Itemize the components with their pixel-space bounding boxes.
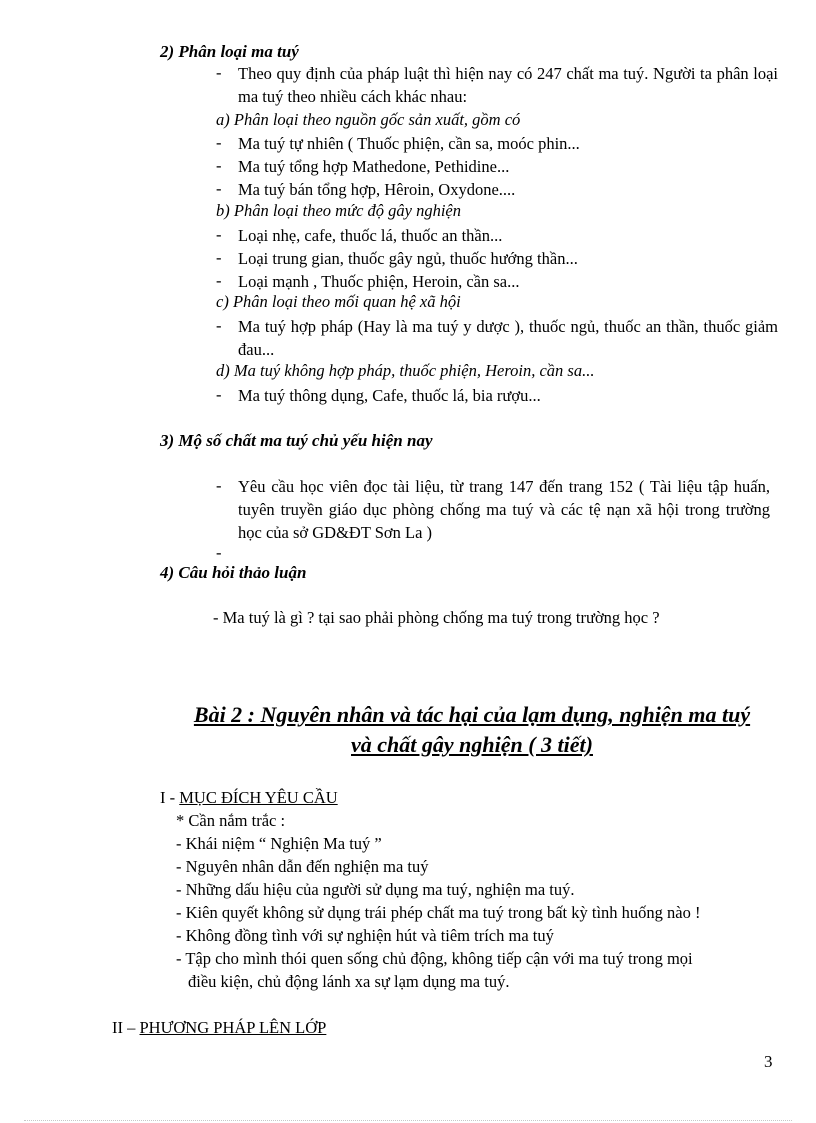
bullet-dash: -: [216, 225, 222, 244]
part-1-title: MỤC ĐÍCH YÊU CẦU: [179, 788, 338, 807]
list-item: Loại nhẹ, cafe, thuốc lá, thuốc an thần...: [238, 226, 503, 245]
list-item: Ma tuý tổng hợp Mathedone, Pethidine...: [238, 157, 510, 176]
list-item: Ma tuý hợp pháp (Hay là ma tuý y dược ), thuốc ngủ, thuốc an thần, thuốc giảm đau...: [238, 317, 778, 359]
page-bottom-border: [24, 1120, 792, 1121]
bullet-dash: -: [216, 385, 222, 404]
subsection-d-heading: d) Ma tuý không hợp pháp, thuốc phiện, Heroin, cần sa...: [216, 361, 595, 380]
part-2-prefix: II –: [112, 1018, 140, 1037]
part-1-subheading: * Cần nắm trắc :: [176, 811, 286, 830]
list-item: - Nguyên nhân dẫn đến nghiện ma tuý: [176, 857, 429, 876]
section-2-heading: 2) Phân loại ma tuý: [160, 42, 299, 61]
bullet-dash: -: [216, 316, 222, 335]
section-4-heading: 4) Câu hỏi thảo luận: [160, 563, 307, 582]
subsection-b-heading: b) Phân loại theo mức độ gây nghiện: [216, 201, 461, 220]
bullet-dash: -: [216, 133, 222, 152]
list-item-continuation: điều kiện, chủ động lánh xa sự lạm dụng ma tuý.: [188, 972, 510, 991]
list-item: - Những dấu hiệu của người sử dụng ma tuý, nghiện ma tuý.: [176, 880, 575, 899]
list-item: - Khái niệm “ Nghiện Ma tuý ”: [176, 834, 382, 853]
empty-bullet-dash: -: [216, 543, 222, 562]
bullet-dash: -: [216, 271, 222, 290]
part-1-prefix: I -: [160, 788, 180, 807]
part-2-title: PHƯƠNG PHÁP LÊN LỚP: [139, 1018, 327, 1037]
lesson-title-line-1: Bài 2 : Nguyên nhân và tác hại của lạm dụng, nghiện ma tuý: [193, 702, 751, 727]
list-item: Yêu cầu học viên đọc tài liệu, từ trang 147 đến trang 152 ( Tài liệu tập huấn, tuyên truyền giáo dục phòng chống ma tuý và các tệ nạn xã hội trong trường học của sở GD&ĐT Sơn La ): [238, 477, 770, 542]
bullet-dash: -: [216, 179, 222, 198]
bullet-dash: -: [216, 248, 222, 267]
list-item: Loại trung gian, thuốc gây ngủ, thuốc hướng thần...: [238, 249, 578, 268]
list-item: Loại mạnh , Thuốc phiện, Heroin, cần sa...: [238, 272, 520, 291]
page-number: 3: [764, 1052, 773, 1071]
bullet-dash: -: [216, 63, 222, 82]
list-item: - Tập cho mình thói quen sống chủ động, không tiếp cận với ma tuý trong mọi: [176, 949, 693, 968]
list-item: - Kiên quyết không sử dụng trái phép chất ma tuý trong bất kỳ tình huống nào !: [176, 903, 701, 922]
discussion-question: - Ma tuý là gì ? tại sao phải phòng chống ma tuý trong trường học ?: [213, 608, 660, 627]
list-item: Ma tuý tự nhiên ( Thuốc phiện, cần sa, moóc phin...: [238, 134, 580, 153]
subsection-a-heading: a) Phân loại theo nguồn gốc sản xuất, gồm có: [216, 110, 521, 129]
list-item: Ma tuý thông dụng, Cafe, thuốc lá, bia rượu...: [238, 386, 541, 405]
bullet-dash: -: [216, 476, 222, 495]
part-2-heading: [112, 1016, 326, 1039]
subsection-c-heading: c) Phân loại theo mối quan hệ xã hội: [216, 292, 461, 311]
section-3-heading: 3) Mộ số chất ma tuý chủ yếu hiện nay: [160, 431, 433, 450]
list-item: - Không đồng tình với sự nghiện hút và tiêm trích ma tuý: [176, 926, 554, 945]
bullet-dash: -: [216, 156, 222, 175]
list-item: Ma tuý bán tổng hợp, Hêroin, Oxydone....: [238, 180, 516, 199]
part-1-heading: [160, 786, 338, 809]
lesson-title-line-2: và chất gây nghiện ( 3 tiết): [351, 732, 593, 757]
section-2-intro: Theo quy định của pháp luật thì hiện nay có 247 chất ma tuý. Người ta phân loại ma tuý theo nhiều cách khác nhau:: [238, 64, 778, 106]
